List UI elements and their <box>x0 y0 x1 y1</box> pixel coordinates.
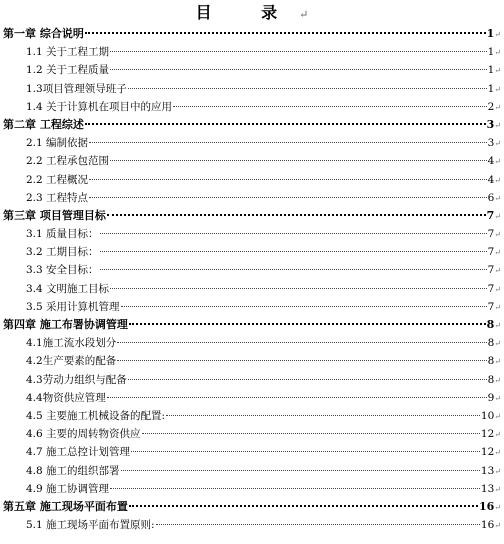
toc-entry-label: 4.9 施工协调管理 <box>26 482 110 495</box>
toc-entry-label: 4.8 施工的组织部署 <box>26 464 120 477</box>
toc-section-entry[interactable] <box>0 225 504 243</box>
toc-dot-leader <box>89 196 487 198</box>
toc-dot-leader <box>89 178 487 180</box>
toc-section-entry[interactable] <box>0 462 504 480</box>
toc-entry-label: 4.6 主要的周转物资供应 <box>26 428 141 441</box>
paragraph-mark-icon: ↵ <box>494 84 501 94</box>
toc-page-number: 6 <box>487 191 495 204</box>
toc-dot-leader <box>166 414 480 416</box>
toc-entry-label: 2.3 工程特点 <box>26 191 89 204</box>
toc-section-entry[interactable] <box>0 425 504 443</box>
toc-section-entry[interactable] <box>0 261 504 279</box>
toc-entry-label: 2.2 工程概况 <box>26 173 89 186</box>
toc-section-entry[interactable] <box>0 480 504 498</box>
paragraph-mark-icon: ↵ <box>494 248 501 258</box>
toc-page-number: 7 <box>487 282 495 295</box>
toc-page-number: 16 <box>480 519 495 532</box>
toc-chapter-entry[interactable] <box>0 116 504 134</box>
paragraph-mark-icon: ↵ <box>494 30 501 39</box>
toc-entry-label: 1.2 关于工程质量 <box>26 64 110 77</box>
paragraph-mark-icon: ↵ <box>494 175 501 185</box>
toc-page-number: 8 <box>486 318 495 331</box>
paragraph-mark-icon: ↵ <box>494 375 501 385</box>
toc-entry-label: 4.3劳动力组织与配备 <box>26 373 127 386</box>
toc-entry-label: 4.7 施工总控计划管理 <box>26 446 131 459</box>
paragraph-mark-icon: ↵ <box>494 157 501 167</box>
toc-section-entry[interactable] <box>0 43 504 61</box>
toc-page-number: 7 <box>486 208 495 222</box>
paragraph-mark-icon: ↵ <box>494 193 501 203</box>
toc-dot-leader <box>129 322 486 325</box>
toc-page-number: 13 <box>480 482 495 495</box>
toc-page-number: 3 <box>486 117 495 131</box>
toc-dot-leader <box>117 341 486 343</box>
toc-section-entry[interactable] <box>0 371 504 389</box>
toc-entry-label: 4.2生产要素的配备 <box>26 355 117 368</box>
toc-dot-leader <box>129 504 478 507</box>
toc-entry-label: 2.2 工程承包范围 <box>26 155 110 168</box>
toc-dot-leader <box>110 287 487 289</box>
toc-entry-label: 1.4 关于计算机在项目中的应用 <box>26 100 173 113</box>
toc-entry-label: 3.3 安全目标： <box>26 264 99 277</box>
toc-page-number: 3 <box>487 137 495 150</box>
toc-dot-leader <box>121 469 480 471</box>
toc-page-number: 9 <box>487 391 495 404</box>
toc-dot-leader <box>100 268 487 270</box>
toc-entry-label: 2.1 编制依据 <box>26 137 89 150</box>
toc-dot-leader <box>128 87 487 89</box>
table-of-contents <box>0 25 504 534</box>
paragraph-mark-icon: ↵ <box>494 393 501 403</box>
toc-dot-leader <box>110 159 487 161</box>
toc-page-number: 8 <box>487 337 495 350</box>
toc-page-number: 2 <box>487 100 495 113</box>
toc-entry-label: 第一章 综合说明 <box>3 27 84 40</box>
paragraph-mark-icon: ↵ <box>494 211 501 221</box>
toc-dot-leader <box>156 523 480 525</box>
toc-entry-label: 5.1 施工现场平面布置原则: <box>26 519 155 532</box>
toc-chapter-entry[interactable] <box>0 498 504 516</box>
paragraph-mark-icon: ↵ <box>494 230 501 240</box>
toc-entry-label: 3.1 质量目标： <box>26 228 99 241</box>
toc-section-entry[interactable] <box>0 298 504 316</box>
paragraph-mark-icon: ↵ <box>494 284 501 294</box>
toc-entry-label: 第五章 施工现场平面布置 <box>3 499 128 513</box>
paragraph-mark-icon: ↵ <box>494 120 501 130</box>
toc-section-entry[interactable] <box>0 516 504 534</box>
toc-dot-leader <box>128 378 487 380</box>
toc-page-number: 1 <box>486 27 495 40</box>
toc-section-entry[interactable] <box>0 243 504 261</box>
toc-dot-leader <box>110 68 487 70</box>
paragraph-mark-icon: ↵ <box>494 139 501 149</box>
toc-section-entry[interactable] <box>0 389 504 407</box>
toc-chapter-entry[interactable] <box>0 25 504 43</box>
toc-page-number: 8 <box>487 355 495 368</box>
toc-page-number: 7 <box>487 228 495 241</box>
paragraph-mark-icon: ↵ <box>494 48 501 58</box>
toc-entry-label: 1.3项目管理领导班子 <box>26 82 127 95</box>
toc-chapter-entry[interactable] <box>0 316 504 334</box>
toc-section-entry[interactable] <box>0 407 504 425</box>
toc-dot-leader <box>110 487 480 489</box>
paragraph-mark-icon: ↵ <box>494 357 501 367</box>
toc-entry-label: 1.1 关于工程工期 <box>26 46 110 59</box>
toc-dot-leader <box>85 31 486 34</box>
toc-section-entry[interactable] <box>0 80 504 98</box>
paragraph-mark-icon: ↵ <box>494 66 501 76</box>
toc-dot-leader <box>173 105 487 107</box>
paragraph-mark-icon: ↵ <box>494 339 501 349</box>
toc-dot-leader <box>107 396 487 398</box>
paragraph-mark-icon: ↵ <box>494 102 501 112</box>
paragraph-mark-icon: ↵ <box>494 321 501 330</box>
toc-page-number: 4 <box>487 173 495 186</box>
toc-page-number: 8 <box>487 373 495 386</box>
toc-page-number: 1 <box>487 82 495 95</box>
toc-entry-label: 4.1施工流水段划分 <box>26 337 117 350</box>
toc-section-entry[interactable] <box>0 280 504 298</box>
toc-page-number: 16 <box>478 499 495 513</box>
toc-dot-leader <box>100 232 487 234</box>
toc-page-number: 10 <box>480 409 495 422</box>
toc-page-number: 4 <box>487 155 495 168</box>
toc-title-text: 目 录 <box>195 3 300 22</box>
toc-entry-label: 3.5 采用计算机管理 <box>26 300 120 313</box>
toc-section-entry[interactable] <box>0 189 504 207</box>
toc-title <box>0 2 504 24</box>
toc-entry-label: 第三章 项目管理目标 <box>3 208 106 222</box>
toc-entry-label: 第四章 施工布署协调管理 <box>3 318 128 331</box>
paragraph-mark-icon: ↵ <box>494 502 501 512</box>
toc-section-entry[interactable] <box>0 334 504 352</box>
paragraph-mark-icon: ↵ <box>494 521 501 531</box>
toc-section-entry[interactable] <box>0 352 504 370</box>
paragraph-mark-icon: ↵ <box>494 411 501 421</box>
paragraph-mark-icon: ↵ <box>299 8 309 21</box>
toc-page-number: 7 <box>487 264 495 277</box>
toc-dot-leader <box>131 450 480 452</box>
paragraph-mark-icon: ↵ <box>494 448 501 458</box>
toc-page-number: 12 <box>480 428 495 441</box>
toc-page-number: 7 <box>487 246 495 259</box>
toc-section-entry[interactable] <box>0 152 504 170</box>
toc-page-number: 12 <box>480 446 495 459</box>
toc-section-entry[interactable] <box>0 61 504 79</box>
toc-chapter-entry[interactable] <box>0 207 504 225</box>
toc-section-entry[interactable] <box>0 98 504 116</box>
toc-dot-leader <box>85 122 486 125</box>
toc-dot-leader <box>142 432 480 434</box>
toc-section-entry[interactable] <box>0 134 504 152</box>
toc-entry-label: 3.2 工期目标： <box>26 246 99 259</box>
toc-dot-leader <box>107 213 486 216</box>
toc-entry-label: 第二章 工程综述 <box>3 117 84 131</box>
toc-entry-label: 4.4物资供应管理 <box>26 391 106 404</box>
toc-entry-label: 4.5 主要施工机械设备的配置: <box>26 409 166 422</box>
toc-dot-leader <box>89 141 487 143</box>
toc-page-number: 1 <box>487 64 495 77</box>
toc-page-number: 7 <box>487 300 495 313</box>
toc-page-number: 13 <box>480 464 495 477</box>
toc-dot-leader <box>100 250 487 252</box>
paragraph-mark-icon: ↵ <box>494 302 501 312</box>
paragraph-mark-icon: ↵ <box>494 484 501 494</box>
toc-dot-leader <box>117 359 486 361</box>
toc-section-entry[interactable] <box>0 171 504 189</box>
toc-entry-label: 3.4 文明施工目标 <box>26 282 110 295</box>
toc-page-number: 1 <box>487 46 495 59</box>
paragraph-mark-icon: ↵ <box>494 430 501 440</box>
toc-dot-leader <box>121 305 487 307</box>
paragraph-mark-icon: ↵ <box>494 266 501 276</box>
toc-dot-leader <box>110 50 487 52</box>
paragraph-mark-icon: ↵ <box>494 466 501 476</box>
toc-section-entry[interactable] <box>0 443 504 461</box>
